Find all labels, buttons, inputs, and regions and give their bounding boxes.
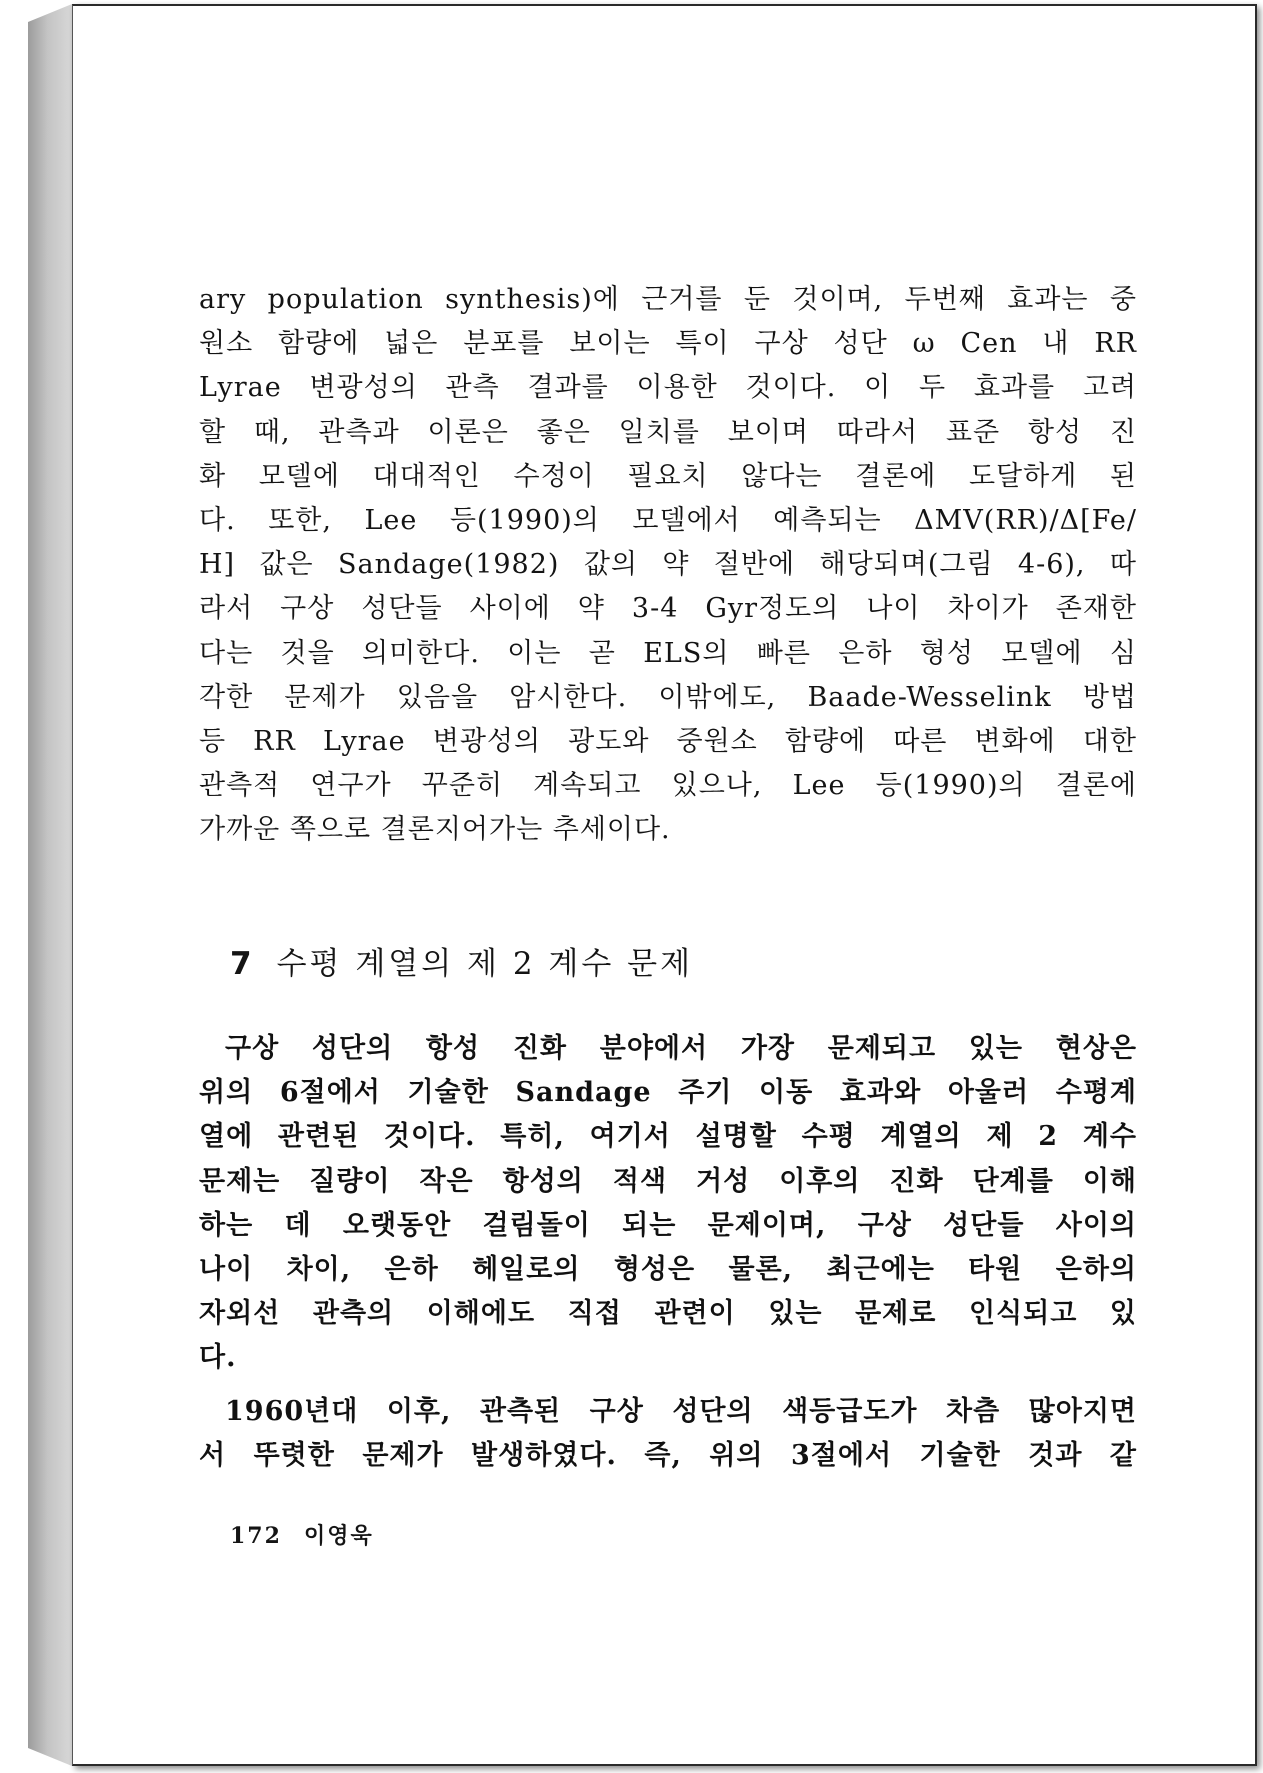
p1-line: H] 값은 Sandage(1982) 값의 약 절반에 해당되며(그림 4-6), 따 <box>199 549 1137 581</box>
p1-line: 각한 문제가 있음을 암시한다. 이밖에도, Baade-Wesselink 방법 <box>199 681 1137 713</box>
p1-line: 다. 또한, Lee 등(1990)의 모델에서 예측되는 ΔMV(RR)/Δ[Fe/ <box>199 505 1137 537</box>
p1-line: 다는 것을 의미한다. 이는 곧 ELS의 빠른 은하 형성 모델에 심 <box>199 637 1137 669</box>
running-author: 이영욱 <box>303 1523 374 1549</box>
p1-line: 라서 구상 성단들 사이에 약 3-4 Gyr정도의 나이 차이가 존재한 <box>199 593 1137 625</box>
p2-line: 위의 6절에서 기술한 Sandage 주기 이동 효과와 아울러 수평계 <box>199 1077 1137 1109</box>
p1-line: ary population synthesis)에 근거를 둔 것이며, 두번째 효과는 중 <box>199 284 1137 315</box>
paragraph-1 <box>199 278 1137 853</box>
paragraph-3 <box>199 1390 1137 1478</box>
p3-line: 서 뚜렷한 문제가 발생하였다. 즉, 위의 3절에서 기술한 것과 같 <box>199 1440 1137 1472</box>
p1-line: 관측적 연구가 꾸준히 계속되고 있으나, Lee 등(1990)의 결론에 <box>199 770 1137 802</box>
p1-line: 가까운 쪽으로 결론지어가는 추세이다. <box>199 814 671 846</box>
p1-line: 등 RR Lyrae 변광성의 광도와 중원소 함량에 따른 변화에 대한 <box>199 726 1137 758</box>
p1-line: 화 모델에 대대적인 수정이 필요치 않다는 결론에 도달하게 된 <box>199 460 1137 492</box>
p2-line: 다. <box>199 1342 237 1374</box>
p2-line: 구상 성단의 항성 진화 분야에서 가장 문제되고 있는 현상은 <box>225 1033 1137 1064</box>
section-heading <box>230 938 693 983</box>
p2-line: 열에 관련된 것이다. 특히, 여기서 설명할 수평 계열의 제 2 계수 <box>199 1121 1137 1153</box>
p2-line: 하는 데 오랫동안 걸림돌이 되는 문제이며, 구상 성단들 사이의 <box>199 1209 1137 1241</box>
book-page <box>72 4 1257 1766</box>
p2-line: 문제는 질량이 작은 항성의 적색 거성 이후의 진화 단계를 이해 <box>199 1165 1137 1197</box>
p2-line: 나이 차이, 은하 헤일로의 형성은 물론, 최근에는 타원 은하의 <box>199 1254 1137 1286</box>
section-number: 7 <box>230 946 255 982</box>
page-number: 172 <box>230 1523 282 1549</box>
book-spine <box>28 4 72 1766</box>
p3-line: 1960년대 이후, 관측된 구상 성단의 색등급도가 차츰 많아지면 <box>225 1396 1137 1427</box>
p1-line: Lyrae 변광성의 관측 결과를 이용한 것이다. 이 두 효과를 고려 <box>199 372 1137 404</box>
p2-line: 자외선 관측의 이해에도 직접 관련이 있는 문제로 인식되고 있 <box>199 1298 1137 1330</box>
p1-line: 원소 함량에 넓은 분포를 보이는 특이 구상 성단 ω Cen 내 RR <box>199 328 1137 360</box>
p1-line: 할 때, 관측과 이론은 좋은 일치를 보이며 따라서 표준 항성 진 <box>199 416 1137 448</box>
page-footer <box>230 1519 374 1550</box>
paragraph-2 <box>199 1027 1137 1381</box>
section-title: 수평 계열의 제 2 계수 문제 <box>276 946 694 982</box>
